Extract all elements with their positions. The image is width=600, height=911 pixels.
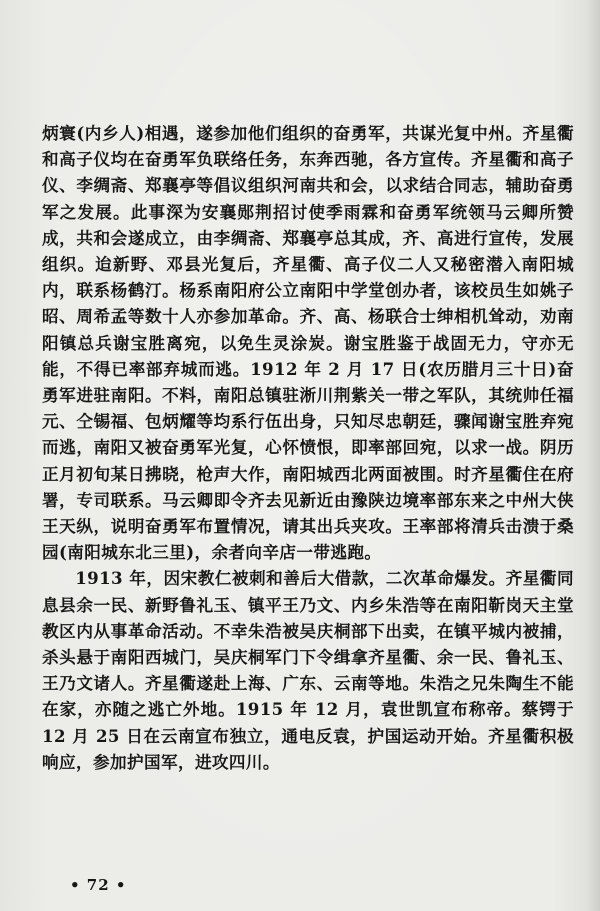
page-edge-shadow bbox=[586, 0, 600, 911]
paragraph-1: 炳寰(内乡人)相遇，遂参加他们组织的奋勇军，共谋光复中州。齐星衢和高子仪均在奋勇军负联络任务，东奔西驰，各方宣传。齐星衢和高子仪、李绸斋、郑襄亭等倡议组织河南共和会，以求结合同志，辅助奋勇军之发展。此事深为安襄郧荆招讨使季雨霖和奋勇军统领马云卿所赞成，共和会遂成立，由李绸斋、郑襄亭总其成，齐、高进行宣传，发展组织。迨新野、邓县光复后，齐星衢、高子仪二人又秘密潜入南阳城内，联系杨鹤汀。杨系南阳府公立南阳中学堂创办者，该校员生如姚子昭、周希孟等数十人亦参加革命。齐、高、杨联合士绅相机耸动，劝南阳镇总兵谢宝胜离宛，以免生灵涂炭。谢宝胜鉴于战固无力，守亦无能，不得已率部弃城而逃。1912 年 2 月 17 日(农历腊月三十日)奋勇军进驻南阳。不料，南阳总镇驻淅川荆紫关一带之军队，其统帅任福元、仝锡福、包炳耀等均系行伍出身，只知尽忠朝廷，骤闻谢宝胜弃宛而逃，南阳又被奋勇军光复，心怀愤恨，即率部回宛，以求一战。阴历正月初旬某日拂晓，枪声大作，南阳城西北两面被围。时齐星衢住在府署，专司联系。马云卿即令齐去见新近由豫陕边境率部东来之中州大侠王天纵，说明奋勇军布置情况，请其出兵夹攻。王率部将清兵击溃于桑园(南阳城东北三里)，余者向辛店一带逃跑。 bbox=[42, 123, 574, 563]
body-text bbox=[42, 120, 574, 775]
paragraph-2: 1913 年，因宋教仁被刺和善后大借款，二次革命爆发。齐星衢同息县余一民、新野鲁礼玉、镇平王乃文、内乡朱浩等在南阳靳岗天主堂教区内从事革命活动。不幸朱浩被吴庆桐部下出卖，在镇平城内被捕，杀头悬于南阳西城门，吴庆桐军门下令缉拿齐星衢、余一民、鲁礼玉、王乃文诸人。齐星衢遂赴上海、广东、云南等地。朱浩之兄朱陶生不能在家，亦随之逃亡外地。1915 年 12 月，袁世凯宣布称帝。蔡锷于 12 月 25 日在云南宣布独立，通电反袁，护国运动开始。齐星衢积极响应，参加护国军，进攻四川。 bbox=[42, 568, 574, 772]
page-number: • 72 • bbox=[70, 876, 127, 894]
